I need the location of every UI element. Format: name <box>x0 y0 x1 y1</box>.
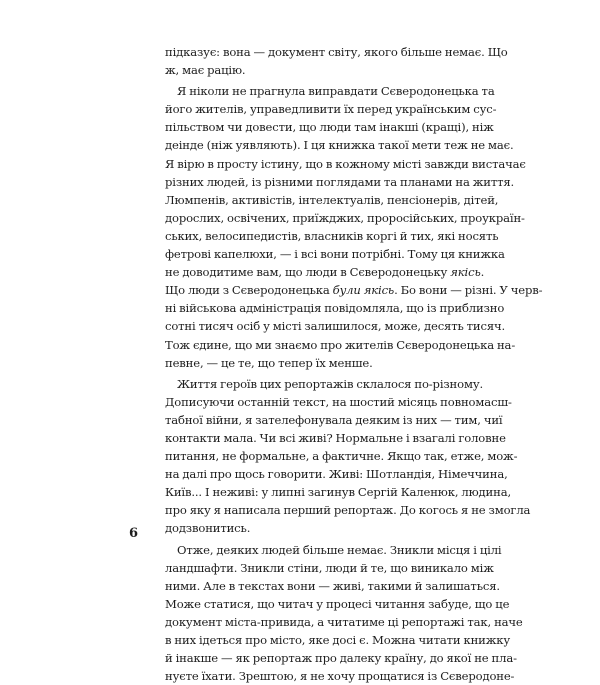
text-line <box>165 501 531 519</box>
text-segment: питання, не формальне, а фактичне. Якщо так, етже, мож- <box>165 449 518 464</box>
text-segment: фетрові капелюхи, — і всі вони потрібні. Тому ця книжка <box>165 247 505 262</box>
text-line <box>165 375 484 393</box>
text-line <box>165 465 508 483</box>
text-segment: дорослих, освічених, приїжджих, проросійських, проукраїн- <box>165 210 525 225</box>
text-line <box>165 155 526 173</box>
text-segment: Київ... І неживі: у липні загинув Сергій Каленюк, людина, <box>165 485 511 500</box>
text-segment: пільством чи довести, що люди там інакші (кращі), ніж <box>165 120 494 135</box>
text-line <box>165 317 506 335</box>
text-line <box>165 336 516 354</box>
text-line <box>165 43 508 61</box>
text-line <box>165 263 485 281</box>
italic-text: були якісь <box>332 283 395 298</box>
text-line <box>165 519 473 537</box>
page-number: 6 <box>129 526 139 541</box>
text-segment: ні військова адміністрація повідомляла, що із приблизно <box>165 301 505 316</box>
text-segment: Я ніколи не прагнула виправдати Сєверодонецька та <box>177 84 495 99</box>
text-line <box>165 393 512 411</box>
text-line <box>165 541 502 559</box>
text-segment: деінде (ніж уявляють). І ця книжка такої мети теж не має. <box>165 138 514 153</box>
text-segment: в них ідеться про місто, яке досі є. Можна читати книжку <box>165 633 511 647</box>
text-segment: . Бо вони — різні. У черв- <box>394 283 543 298</box>
text-line <box>165 447 518 465</box>
text-segment: Отже, деяких людей більше немає. Зникли місця і цілі <box>177 542 502 557</box>
text-segment: Може статися, що читач у процесі читання забуде, що це <box>165 596 510 611</box>
text-line <box>165 227 499 245</box>
text-line <box>165 577 500 595</box>
text-line <box>165 136 514 154</box>
text-segment: його жителів, управедливити їх перед українським сус- <box>165 102 497 117</box>
text-line <box>165 411 503 429</box>
text-segment: про яку я написала перший репортаж. До когось я не змогла <box>165 503 531 518</box>
text-line <box>165 82 495 100</box>
text-segment: різних людей, із різними поглядами та планами на життя. <box>165 174 515 189</box>
body-text <box>165 43 543 685</box>
text-line <box>165 281 543 299</box>
text-line <box>165 595 510 613</box>
text-segment: не доводитиме вам, що люди в Сєверодонецьку <box>165 265 451 280</box>
text-line <box>165 245 505 263</box>
text-segment: ними. Але в текстах вони — живі, такими й залишаться. <box>165 578 500 593</box>
text-segment: додзвонитись. <box>165 521 251 536</box>
text-segment: й інакше — як репортаж про далеку країну, до якої не пла- <box>165 651 517 666</box>
text-line <box>165 483 511 501</box>
text-line <box>165 354 473 372</box>
text-segment: Дописуючи останній текст, на шостий місяць повномасш- <box>165 394 512 409</box>
text-line <box>165 559 494 577</box>
text-line <box>165 61 473 79</box>
text-segment: ж, має рацію. <box>165 63 246 78</box>
text-line <box>165 667 515 685</box>
text-line <box>165 649 517 667</box>
text-segment: контакти мала. Чи всі живі? Нормальне і взагалі головне <box>165 430 506 445</box>
text-segment: на далі про щось говорити. Живі: Шотландія, Німеччина, <box>165 467 508 482</box>
text-line <box>165 191 499 209</box>
italic-text: якісь <box>450 265 481 280</box>
text-segment: ських, велосипедистів, власників коргі й тих, які носять <box>165 228 499 243</box>
text-segment: Життя героїв цих репортажів склалося по-різному. <box>177 376 484 391</box>
text-segment: нуєте їхати. Зрештою, я не хочу прощатися із Сєверодоне- <box>165 669 515 684</box>
text-segment: Я вірю в просту істину, що в кожному місті завжди вистачає <box>165 156 526 171</box>
text-line <box>165 613 523 631</box>
text-line <box>165 429 506 447</box>
text-line <box>165 118 494 136</box>
text-segment: сотні тисяч осіб у місті залишилося, може, десять тисяч. <box>165 319 506 334</box>
text-segment: . <box>480 265 485 280</box>
text-line <box>165 299 505 317</box>
text-line <box>165 173 515 191</box>
text-segment: Що люди з Сєверодонецька <box>165 283 333 298</box>
text-line <box>165 631 511 649</box>
text-segment: Тож єдине, що ми знаємо про жителів Сєверодонецька на- <box>165 337 516 352</box>
text-segment: ландшафти. Зникли стіни, люди й те, що виникало між <box>165 560 494 575</box>
text-line <box>165 209 525 227</box>
text-line <box>165 100 497 118</box>
text-segment: підказує: вона — документ світу, якого більше немає. Що <box>165 45 508 59</box>
text-segment: певне, — це те, що тепер їх менше. <box>165 355 373 370</box>
text-segment: Люмпенів, активістів, інтелектуалів, пенсіонерів, дітей, <box>165 192 499 207</box>
text-segment: табної війни, я зателефонувала деяким із них — тим, чиї <box>165 412 503 427</box>
text-segment: документ міста-привида, а читатиме ці репортажі так, наче <box>165 614 523 629</box>
